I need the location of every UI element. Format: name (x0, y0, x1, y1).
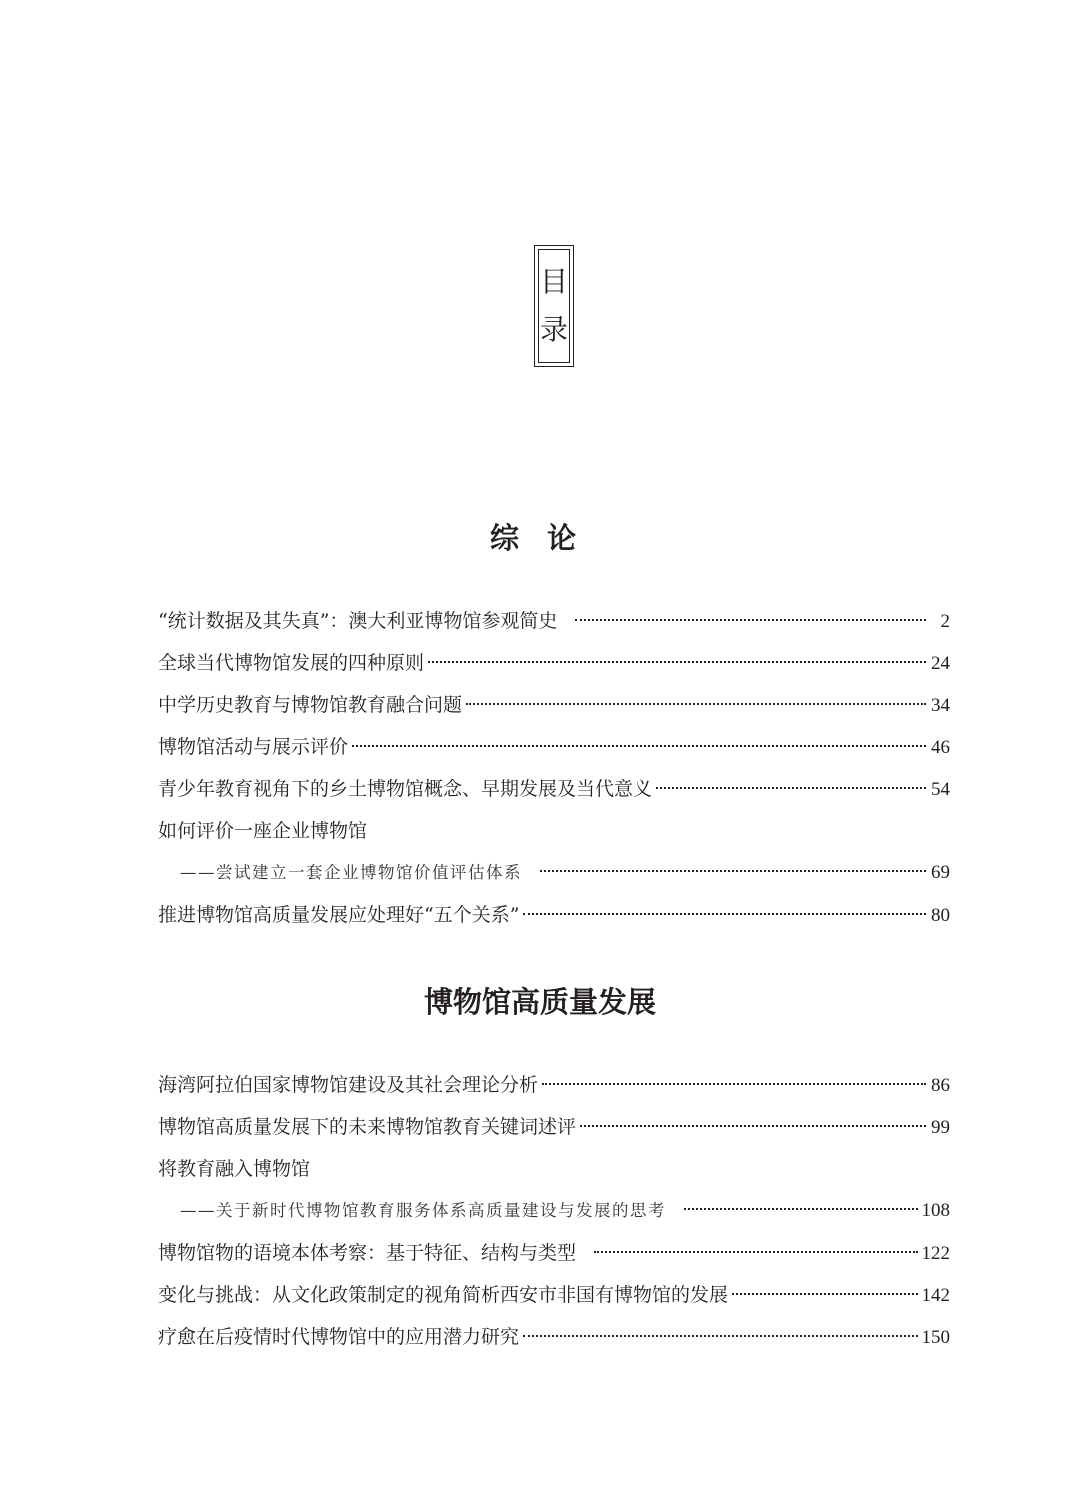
toc-page-number: 24 (931, 653, 950, 674)
dot-leader (466, 703, 926, 705)
toc-entry[interactable] (158, 768, 950, 810)
dot-leader (594, 1251, 917, 1253)
toc-title-box (534, 245, 574, 367)
toc-page-number: 80 (931, 905, 950, 926)
toc-page-number: 108 (921, 1200, 950, 1221)
toc-entry-title: 中学历史教育与博物馆教育融合问题 (158, 694, 463, 716)
toc-page-number: 150 (921, 1327, 950, 1348)
toc-title-inner-frame (538, 249, 570, 363)
toc-entry-title: 变化与挑战：从文化政策制定的视角简析西安市非国有博物馆的发展 (158, 1284, 729, 1306)
toc-entry-title: 博物馆物的语境本体考察：基于特征、结构与类型 (158, 1242, 577, 1264)
toc-entry-title: 疗愈在后疫情时代博物馆中的应用潜力研究 (158, 1326, 520, 1348)
toc-entry-title: 博物馆高质量发展下的未来博物馆教育关键词述评 (158, 1116, 577, 1138)
toc-title-char: 录 (539, 313, 568, 346)
toc-entry[interactable] (158, 726, 950, 768)
toc-entry[interactable] (158, 642, 950, 684)
toc-page-number: 99 (931, 1117, 950, 1138)
toc-page-number: 46 (931, 737, 950, 758)
toc-list (158, 600, 950, 936)
toc-page-number: 69 (931, 862, 950, 883)
dot-leader (352, 745, 926, 747)
toc-entry[interactable] (158, 1190, 950, 1232)
toc-entry[interactable] (158, 1148, 950, 1190)
section-heading: 博物馆高质量发展 (423, 985, 656, 1019)
toc-entry[interactable] (158, 1106, 950, 1148)
dot-leader (428, 661, 926, 663)
toc-page-number: 54 (931, 779, 950, 800)
toc-entry-subtitle: ——尝试建立一套企业博物馆价值评估体系 (180, 863, 522, 882)
dot-leader (684, 1208, 918, 1210)
section-heading: 综论 (489, 521, 604, 555)
toc-entry[interactable] (158, 1316, 950, 1358)
toc-entry-title: 博物馆活动与展示评价 (158, 736, 349, 758)
toc-entry-title: 推进博物馆高质量发展应处理好“五个关系” (158, 904, 520, 926)
dot-leader (523, 913, 926, 915)
dot-leader (542, 1083, 926, 1085)
toc-entry-title: 全球当代博物馆发展的四种原则 (158, 652, 425, 674)
dot-leader (656, 787, 926, 789)
toc-page-number: 2 (940, 611, 950, 632)
toc-entry-title: 如何评价一座企业博物馆 (158, 820, 368, 842)
toc-entry-title: 青少年教育视角下的乡土博物馆概念、早期发展及当代意义 (158, 778, 653, 800)
toc-page-number: 86 (931, 1075, 950, 1096)
toc-entry[interactable] (158, 684, 950, 726)
dot-leader (580, 1125, 926, 1127)
dot-leader (732, 1293, 917, 1295)
toc-entry-title: 将教育融入博物馆 (158, 1158, 311, 1180)
toc-entry[interactable] (158, 600, 950, 642)
toc-entry-title: 海湾阿拉伯国家博物馆建设及其社会理论分析 (158, 1074, 539, 1096)
toc-entry[interactable] (158, 1232, 950, 1274)
toc-page-number: 122 (921, 1243, 950, 1264)
toc-entry[interactable] (158, 894, 950, 936)
dot-leader (575, 619, 926, 621)
toc-title-char: 目 (539, 265, 568, 298)
toc-entry-subtitle: ——关于新时代博物馆教育服务体系高质量建设与发展的思考 (180, 1201, 666, 1220)
dot-leader (540, 870, 926, 872)
toc-entry[interactable] (158, 852, 950, 894)
toc-entry[interactable] (158, 810, 950, 852)
toc-page-number: 34 (931, 695, 950, 716)
toc-list (158, 1064, 950, 1358)
toc-entry[interactable] (158, 1274, 950, 1316)
toc-entry-title: “统计数据及其失真”：澳大利亚博物馆参观简史 (158, 610, 558, 632)
dot-leader (523, 1335, 917, 1337)
toc-page-number: 142 (921, 1285, 950, 1306)
toc-entry[interactable] (158, 1064, 950, 1106)
